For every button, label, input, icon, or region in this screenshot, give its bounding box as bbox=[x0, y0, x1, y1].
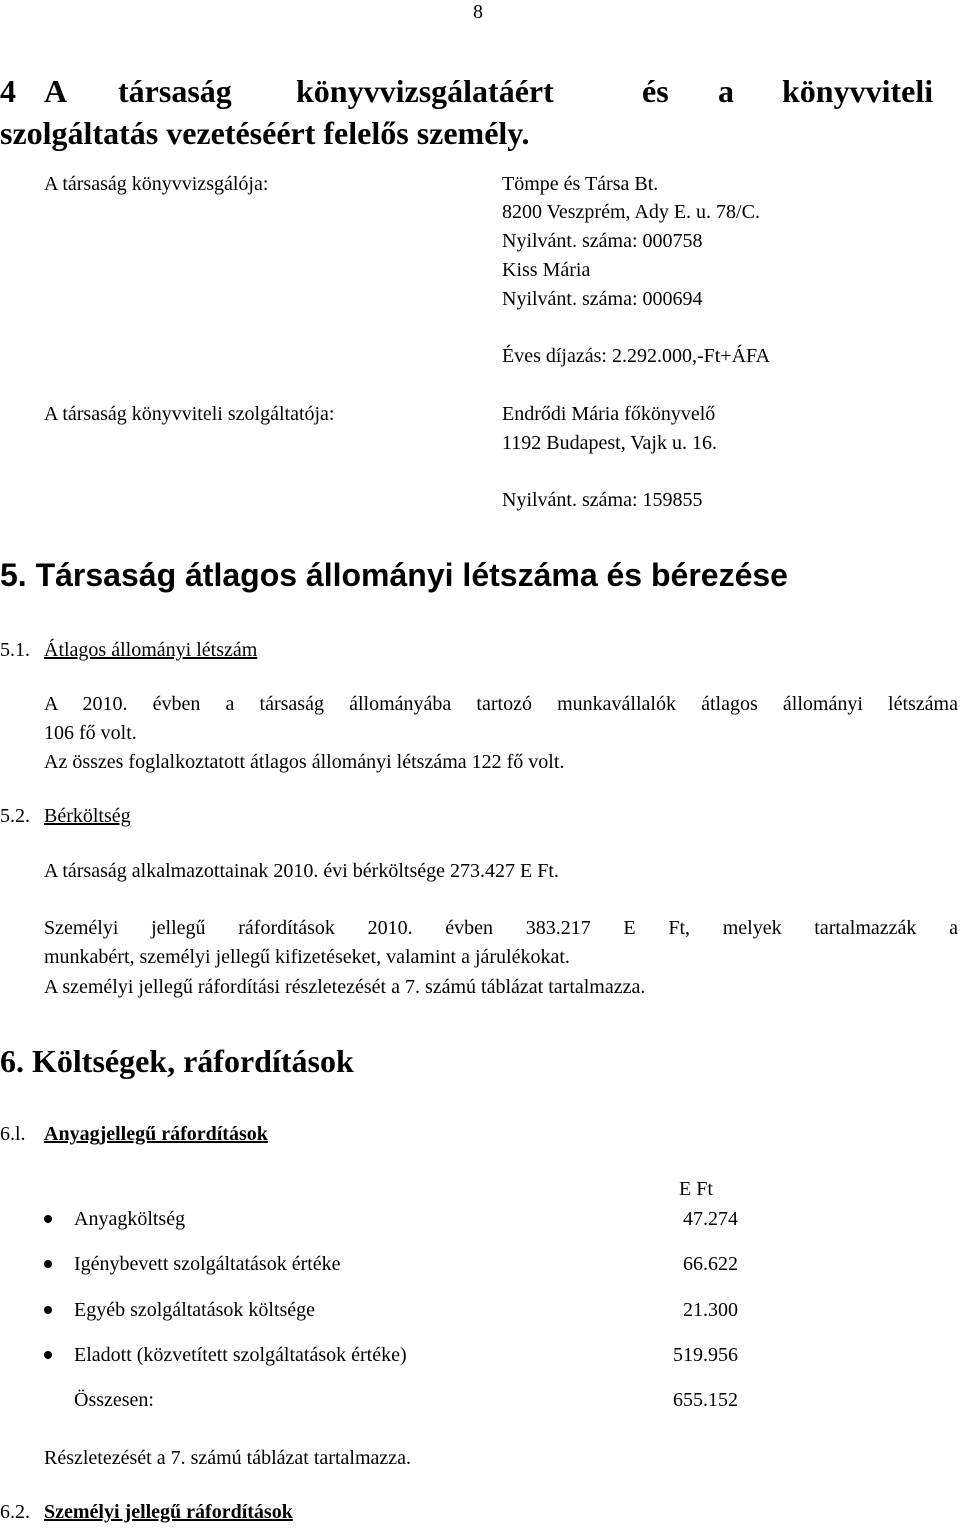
subsection-number: 6.l. bbox=[0, 1123, 26, 1145]
bookkeeper-label: A társaság könyvviteli szolgáltatója: bbox=[44, 403, 335, 425]
subsection-title: Személyi jellegű ráfordítások bbox=[44, 1501, 293, 1523]
heading-word: a bbox=[718, 73, 734, 109]
paragraph-line: 106 fő volt. bbox=[44, 722, 137, 744]
section-4-heading-line2: szolgáltatás vezetéséért felelős személy. bbox=[0, 115, 530, 151]
auditor-line: 8200 Veszprém, Ady E. u. 78/C. bbox=[502, 201, 760, 223]
paragraph-line: Személyi jellegű ráfordítások 2010. évben 383.217 E Ft, melyek tartalmazzák a bbox=[44, 917, 958, 939]
total-value: 655.152 bbox=[673, 1389, 738, 1411]
section-6-heading: 6. Költségek, ráfordítások bbox=[0, 1043, 354, 1079]
cost-item-value: 66.622 bbox=[683, 1253, 738, 1275]
paragraph-line: Az összes foglalkoztatott átlagos állományi létszáma 122 fő volt. bbox=[44, 751, 565, 773]
subsection-title: Anyagjellegű ráfordítások bbox=[44, 1123, 268, 1145]
total-label: Összesen: bbox=[74, 1389, 154, 1411]
cost-item-value: 21.300 bbox=[683, 1299, 738, 1321]
page-number: 8 bbox=[473, 1, 483, 23]
subsection-6-2 bbox=[0, 1500, 293, 1524]
heading-word: 4 bbox=[0, 73, 16, 109]
bullet-icon bbox=[44, 1351, 52, 1359]
subsection-title: Átlagos állományi létszám bbox=[44, 639, 258, 661]
subsection-6-1 bbox=[0, 1122, 268, 1146]
cost-item-value: 47.274 bbox=[683, 1208, 738, 1230]
subsection-number: 5.1. bbox=[0, 639, 30, 661]
cost-item-label: Igénybevett szolgáltatások értéke bbox=[74, 1253, 341, 1275]
paragraph-line: munkabért, személyi jellegű kifizetéseket, valamint a járulékokat. bbox=[44, 946, 570, 968]
subsection-title: Bérköltség bbox=[44, 805, 131, 827]
auditor-line: Kiss Mária bbox=[502, 259, 591, 281]
subsection-number: 6.2. bbox=[0, 1501, 30, 1523]
subsection-number: 5.2. bbox=[0, 805, 30, 827]
heading-word: társaság bbox=[118, 73, 232, 109]
paragraph-line: A személyi jellegű ráfordítási részletezését a 7. számú táblázat tartalmazza. bbox=[44, 976, 646, 998]
bookkeeper-line: Endrődi Mária főkönyvelő bbox=[502, 403, 716, 425]
heading-word: könyvvizsgálatáért bbox=[296, 73, 554, 109]
heading-word: A bbox=[44, 73, 68, 109]
heading-word: és bbox=[642, 73, 669, 109]
auditor-line: Tömpe és Társa Bt. bbox=[502, 173, 659, 195]
bookkeeper-line: 1192 Budapest, Vajk u. 16. bbox=[502, 432, 717, 454]
subsection-5-1 bbox=[0, 638, 258, 662]
unit-label: E Ft bbox=[679, 1178, 713, 1200]
note-line: Részletezését a 7. számú táblázat tartalmazza. bbox=[44, 1447, 412, 1469]
cost-item-value: 519.956 bbox=[673, 1344, 738, 1366]
auditor-label: A társaság könyvvizsgálója: bbox=[44, 173, 269, 195]
section-5-heading: 5. Társaság átlagos állományi létszáma és bérezése bbox=[0, 557, 788, 593]
auditor-line: Nyilvánt. száma: 000694 bbox=[502, 288, 703, 310]
bullet-icon bbox=[44, 1306, 52, 1314]
cost-item-label: Anyagköltség bbox=[74, 1208, 186, 1230]
paragraph-line: A 2010. évben a társaság állományába tartozó munkavállalók átlagos állományi létszáma bbox=[44, 693, 958, 715]
subsection-5-2 bbox=[0, 804, 131, 828]
paragraph-line: A társaság alkalmazottainak 2010. évi bérköltsége 273.427 E Ft. bbox=[44, 860, 559, 882]
auditor-line: Nyilvánt. száma: 000758 bbox=[502, 230, 703, 252]
cost-item-label: Eladott (közvetített szolgáltatások értéke) bbox=[74, 1344, 407, 1366]
cost-item-label: Egyéb szolgáltatások költsége bbox=[74, 1299, 316, 1321]
bullet-icon bbox=[44, 1215, 52, 1223]
annual-fee: Éves díjazás: 2.292.000,-Ft+ÁFA bbox=[502, 345, 771, 367]
bullet-icon bbox=[44, 1260, 52, 1268]
bookkeeper-registration: Nyilvánt. száma: 159855 bbox=[502, 489, 703, 511]
heading-word: könyvviteli bbox=[782, 73, 934, 109]
